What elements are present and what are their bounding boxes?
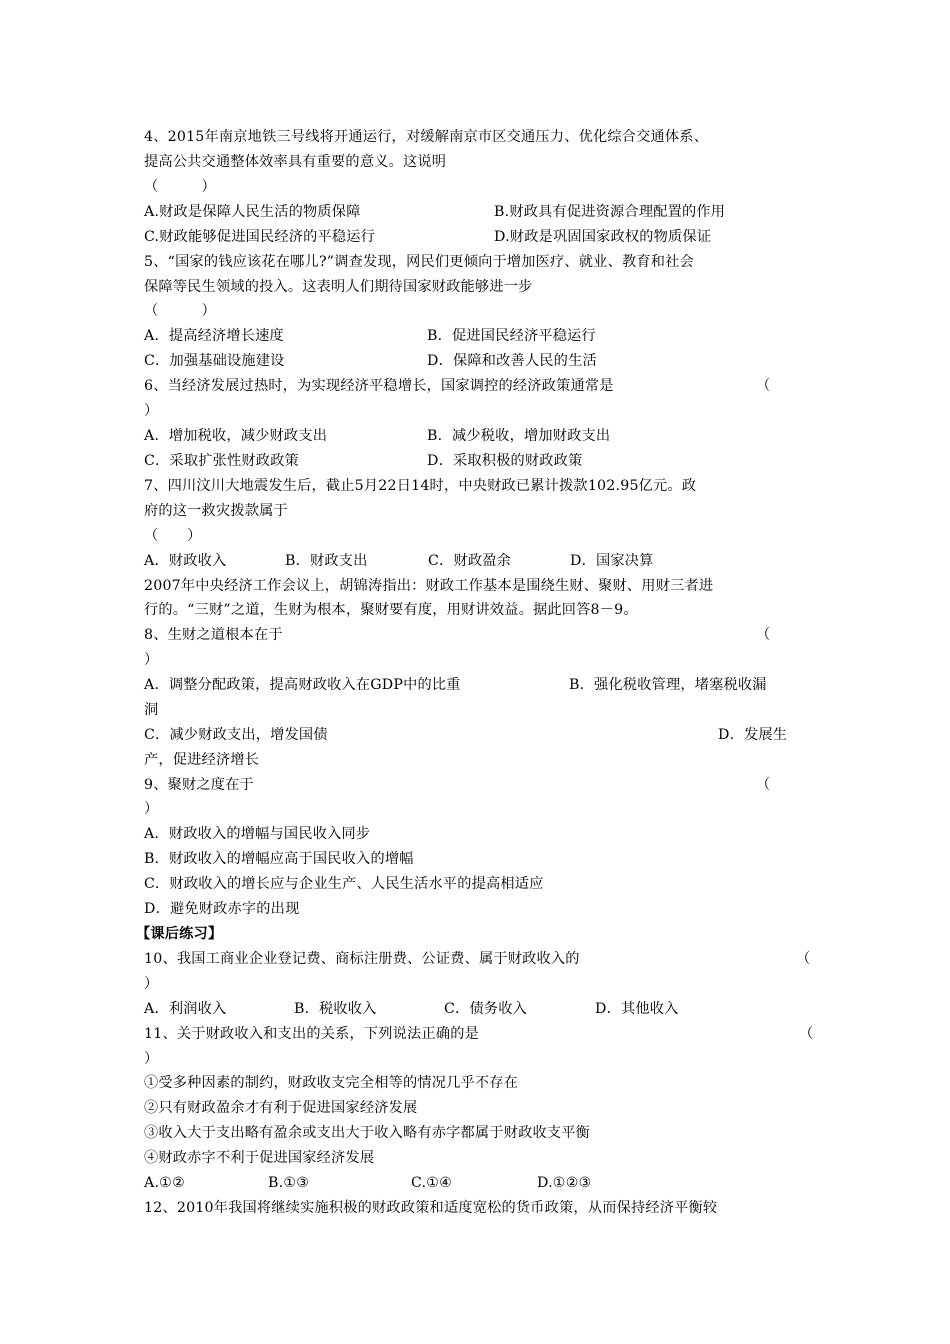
q5-option-b: B．促进国民经济平稳运行 [427, 328, 596, 344]
passage-line1: 2007年中央经济工作会议上，胡锦涛指出：财政工作基本是围绕生财、聚财、用财三者进 [144, 578, 714, 594]
q11-statement-4: ④财政赤字不利于促进国家经济发展 [144, 1150, 375, 1166]
q11-stem-line1: 11、关于财政收入和支出的关系，下列说法正确的是 [144, 1026, 479, 1042]
q11-option-d: D.①②③ [537, 1175, 592, 1191]
passage-line2: 行的。“三财”之道，生财为根本，聚财要有度，用财讲效益。据此回答8－9。 [144, 602, 638, 618]
q4-option-c: C.财政能够促进国民经济的平稳运行 [144, 229, 376, 245]
q9-option-c: C．财政收入的增长应与企业生产、人民生活水平的提高相适应 [144, 876, 544, 892]
q6-option-c: C．采取扩张性财政政策 [144, 453, 299, 469]
q10-option-d: D．其他收入 [595, 1001, 679, 1017]
q9-option-b: B．财政收入的增幅应高于国民收入的增幅 [144, 851, 414, 867]
q8-paren-open: （ [756, 627, 771, 643]
section-heading: 【课后练习】 [136, 926, 223, 942]
q9-stem-line1: 9、聚财之度在于 [144, 777, 254, 793]
q6-option-b: B．减少税收，增加财政支出 [427, 428, 611, 444]
q8-option-d: D．发展生 [718, 727, 788, 743]
q6-paren-close: ） [144, 403, 159, 419]
q5-option-d: D．保障和改善人民的生活 [427, 353, 597, 369]
q8-option-b: B．强化税收管理，堵塞税收漏 [569, 677, 767, 693]
q11-paren-close: ） [144, 1051, 159, 1067]
q7-option-a: A．财政收入 [144, 553, 227, 569]
q10-stem-line1: 10、我国工商业企业登记费、商标注册费、公证费、属于财政收入的 [144, 951, 580, 967]
q11-option-c: C.①④ [411, 1175, 453, 1191]
q8-option-b-cont: 洞 [144, 702, 159, 718]
q6-stem-line1: 6、当经济发展过热时，为实现经济平稳增长，国家调控的经济政策通常是 [144, 378, 614, 394]
q11-paren-open: （ [799, 1026, 814, 1042]
q5-stem-line2: 保障等民生领域的投入。这表明人们期待国家财政能够进一步 [144, 279, 533, 295]
q8-option-a: A．调整分配政策，提高财政收入在GDP中的比重 [144, 677, 461, 693]
q8-stem-line1: 8、生财之道根本在于 [144, 627, 283, 643]
q9-paren-close: ） [144, 801, 159, 817]
q8-option-c: C．减少财政支出，增发国债 [144, 727, 328, 743]
q7-option-c: C．财政盈余 [428, 553, 511, 569]
q4-answer-paren: （ ） [144, 179, 216, 195]
q5-stem-line1: 5、“国家的钱应该花在哪儿?”调查发现，网民们更倾向于增加医疗、就业、教育和社会 [144, 254, 694, 270]
q10-paren-close: ） [144, 976, 159, 992]
q8-option-d-cont: 产，促进经济增长 [144, 752, 260, 768]
q6-option-a: A．增加税收，减少财政支出 [144, 428, 328, 444]
q7-option-b: B．财政支出 [285, 553, 368, 569]
q4-option-a: A.财政是保障人民生活的物质保障 [144, 204, 361, 220]
q5-option-a: A．提高经济增长速度 [144, 328, 284, 344]
q4-option-b: B.财政具有促进资源合理配置的作用 [494, 204, 726, 220]
q11-option-b: B.①③ [268, 1175, 310, 1191]
q10-option-b: B．税收收入 [294, 1001, 377, 1017]
q4-stem-line1: 4、2015年南京地铁三号线将开通运行，对缓解南京市区交通压力、优化综合交通体系、 [144, 129, 709, 145]
q8-paren-close: ） [144, 652, 159, 668]
q10-option-a: A．利润收入 [144, 1001, 227, 1017]
q6-paren-open: （ [756, 378, 771, 394]
q10-paren-open: （ [796, 951, 811, 967]
q12-stem-line1: 12、2010年我国将继续实施积极的财政政策和适度宽松的货币政策，从而保持经济平衡较 [144, 1200, 718, 1216]
q7-stem-line1: 7、四川汶川大地震发生后，截止5月22日14时，中央财政已累计拨款102.95亿元。政 [144, 478, 697, 494]
q9-option-a: A．财政收入的增幅与国民收入同步 [144, 826, 371, 842]
q11-statement-2: ②只有财政盈余才有利于促进国家经济发展 [144, 1100, 418, 1116]
q11-statement-1: ①受多种因素的制约，财政收支完全相等的情况几乎不存在 [144, 1075, 519, 1091]
q9-paren-open: （ [756, 777, 771, 793]
q4-stem-line2: 提高公共交通整体效率具有重要的意义。这说明 [144, 154, 447, 170]
q11-statement-3: ③收入大于支出略有盈余或支出大于收入略有赤字都属于财政收支平衡 [144, 1125, 591, 1141]
q10-option-c: C．债务收入 [444, 1001, 527, 1017]
q5-option-c: C．加强基础设施建设 [144, 353, 285, 369]
q7-stem-line2: 府的这一救灾拨款属于 [144, 503, 288, 519]
q7-answer-paren: （ ） [144, 528, 202, 544]
q9-option-d: D．避免财政赤字的出现 [144, 901, 300, 917]
q5-answer-paren: （ ） [144, 303, 216, 319]
q6-option-d: D．采取积极的财政政策 [427, 453, 583, 469]
q7-option-d: D．国家决算 [570, 553, 654, 569]
q11-option-a: A.①② [144, 1175, 185, 1191]
q4-option-d: D.财政是巩固国家政权的物质保证 [494, 229, 712, 245]
